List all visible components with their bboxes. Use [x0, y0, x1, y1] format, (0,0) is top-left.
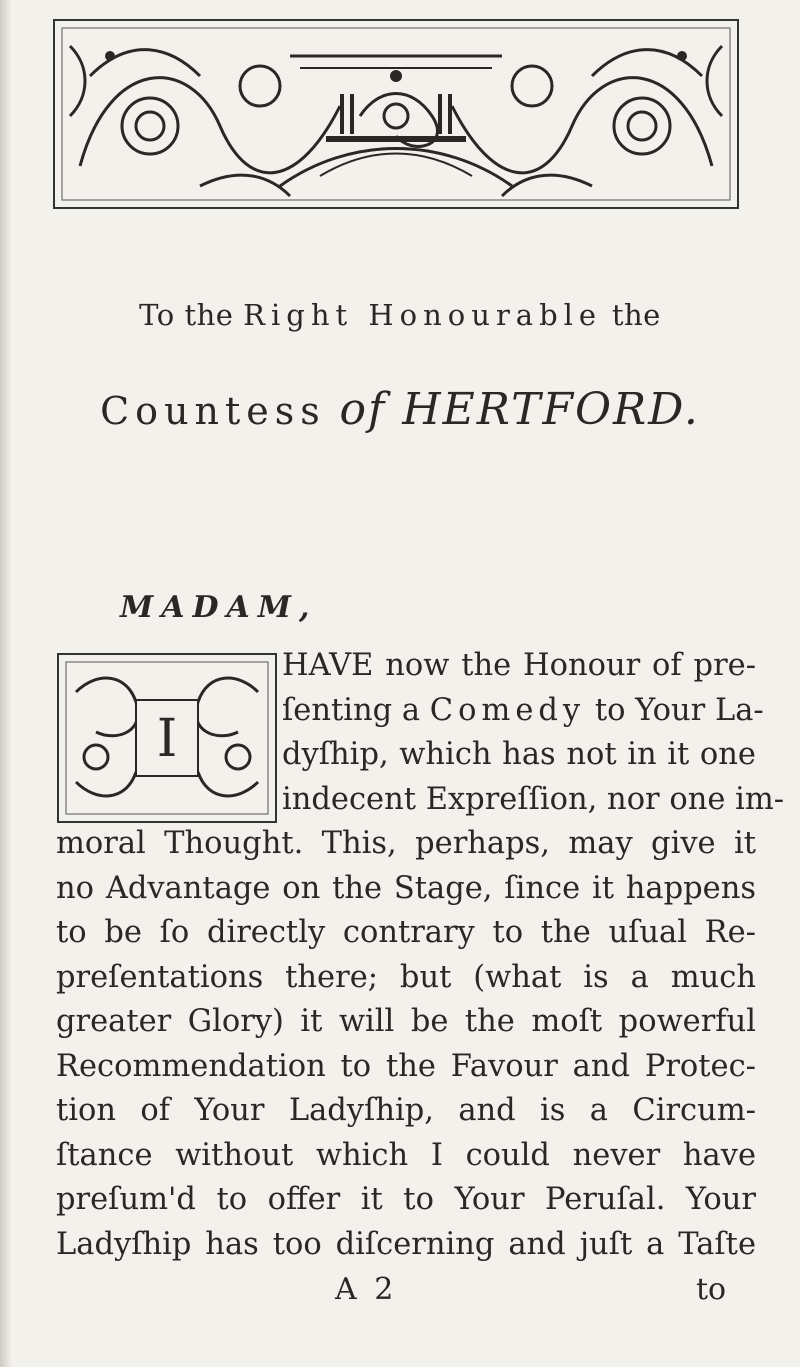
- body-line: Ladyſhip has too diſcerning and juſt a Taſte: [56, 1226, 756, 1262]
- dedication-name-line: [0, 384, 800, 435]
- body-continuation: [56, 822, 756, 1267]
- body-line: to be ſo directly contrary to the uſual Re-: [56, 915, 756, 950]
- body-line: [282, 689, 764, 734]
- body-line-start: ſenting a: [282, 692, 430, 728]
- ornamental-initial: [56, 652, 278, 824]
- body-line: preſentations there; but (what is a much: [56, 959, 756, 995]
- body-opening-lines: [282, 644, 785, 822]
- dedication-to-line: [0, 298, 800, 332]
- body-line: no Advantage on the Stage, ſince it happens: [56, 870, 756, 906]
- ornamental-headpiece: [50, 16, 742, 212]
- catchword: to: [696, 1272, 727, 1307]
- body-line: preſum'd to offer it to Your Peruſal. Your: [56, 1182, 756, 1217]
- dedication-to-title: Right Honourable: [243, 298, 603, 332]
- dedication-to-suffix: the: [611, 298, 661, 332]
- body-line: greater Glory) it will be the moſt powerful: [56, 1004, 756, 1039]
- body-line: HAVE now the Honour of pre-: [282, 648, 756, 683]
- body-line: indecent Expreſſion, nor one im-: [282, 781, 785, 817]
- dedication-house: of HERTFORD.: [339, 384, 700, 435]
- body-line: ſtance without which I could never have: [56, 1137, 756, 1173]
- body-line: moral Thought. This, perhaps, may give it: [56, 826, 756, 861]
- body-line: tion of Your Ladyſhip, and is a Circum-: [56, 1093, 756, 1128]
- comedy-word: Comedy: [429, 692, 586, 728]
- body-line: dyſhip, which has not in it one: [282, 737, 756, 772]
- salutation: MADAM,: [120, 590, 318, 625]
- page-gutter-shadow: [0, 0, 12, 1367]
- dedication-to-prefix: To the: [139, 298, 234, 332]
- drop-cap-letter: I: [156, 709, 178, 769]
- signature-mark: A 2: [335, 1272, 398, 1307]
- body-line: Recommendation to the Favour and Protec-: [56, 1048, 756, 1084]
- body-line-end: to Your La-: [585, 692, 764, 728]
- dedication-rank: Countess: [100, 389, 326, 433]
